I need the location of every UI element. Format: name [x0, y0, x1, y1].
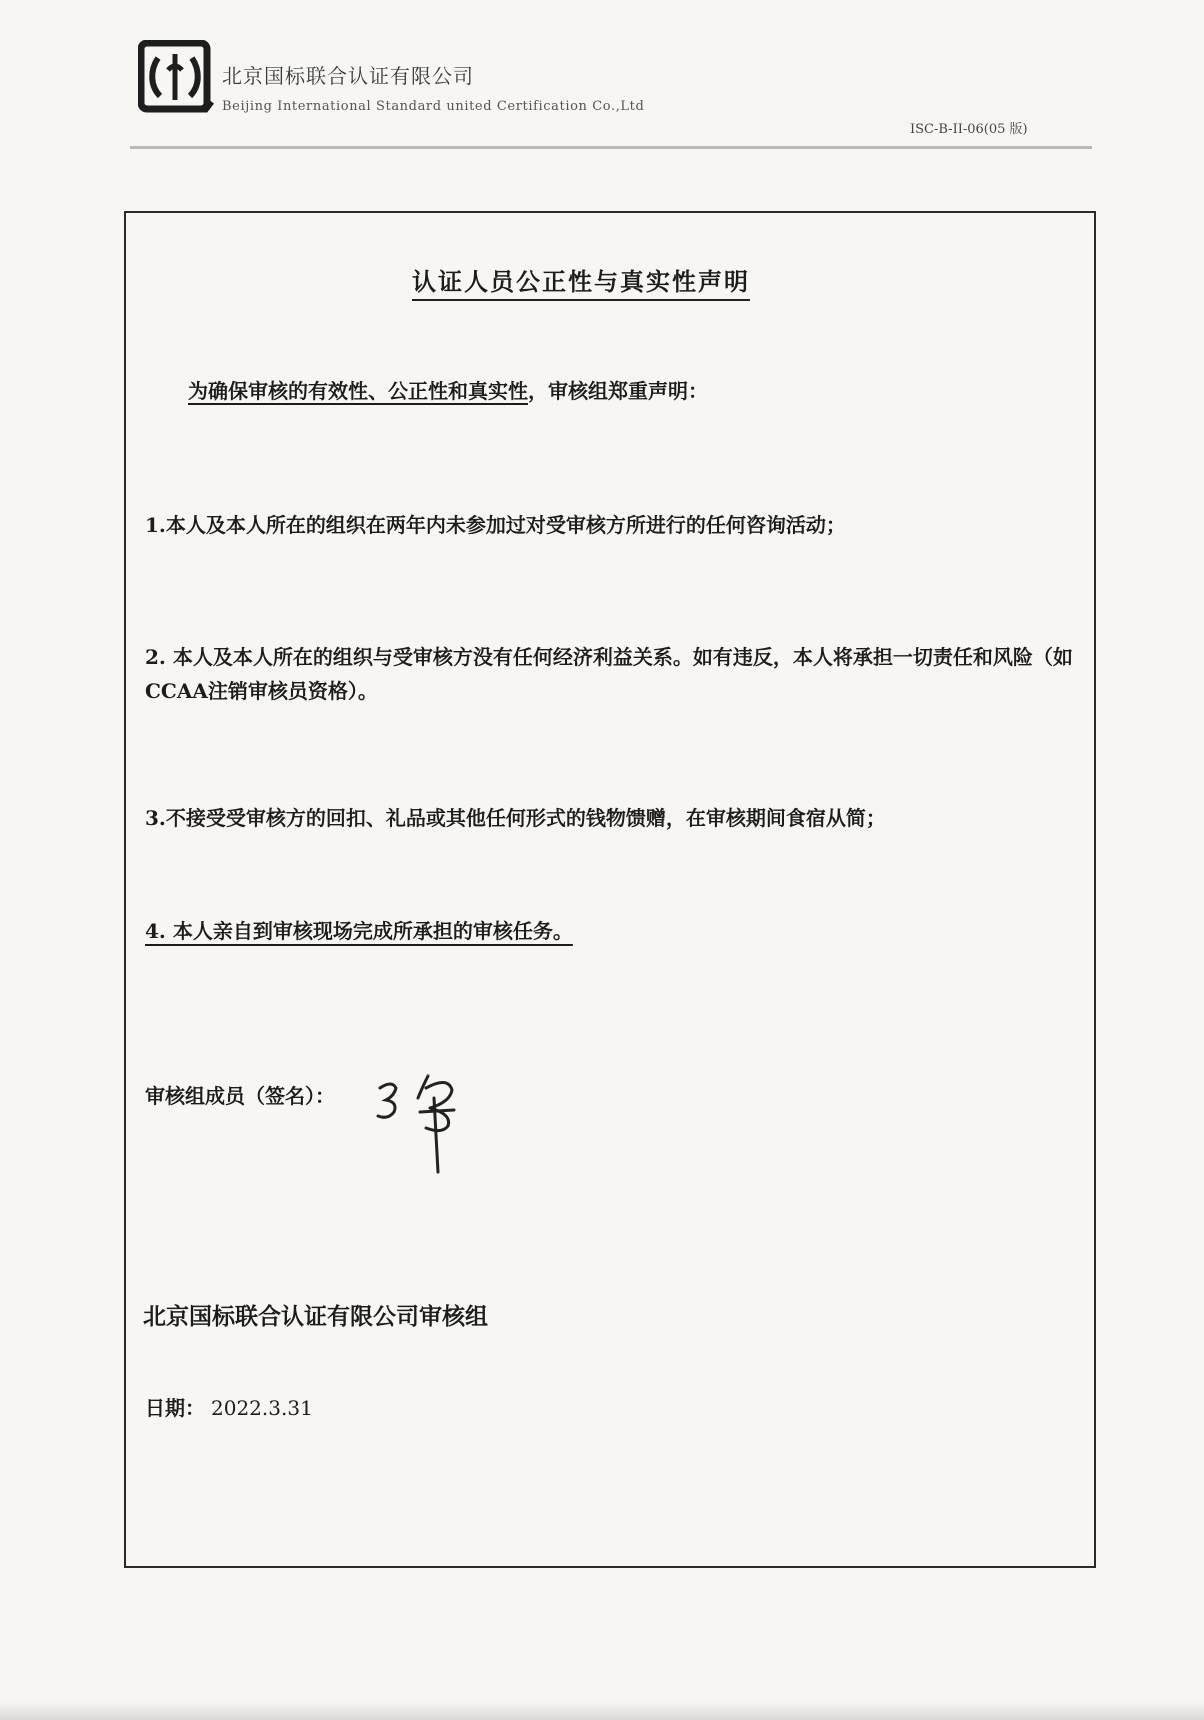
- clause-2: 2. 本人及本人所在的组织与受审核方没有任何经济利益关系。如有违反，本人将承担一切责任和风险（如CCAA注销审核员资格）。: [145, 645, 1073, 703]
- signature-label: 审核组成员（签名）：: [145, 1084, 335, 1108]
- document-title: 认证人员公正性与真实性声明: [412, 262, 750, 301]
- scan-edge-shadow: [0, 1702, 1204, 1720]
- intro-statement: [188, 375, 708, 404]
- intro-underlined-text: 为确保审核的有效性、公正性和真实性: [188, 379, 528, 403]
- handwritten-signature: [372, 1068, 492, 1178]
- audit-team-organization: 北京国标联合认证有限公司审核组: [143, 1303, 488, 1330]
- company-name-en: Beijing International Standard united Certification Co.,Ltd: [222, 99, 645, 114]
- clause-3: 3.不接受受审核方的回扣、礼品或其他任何形式的钱物馈赠，在审核期间食宿从简；: [145, 806, 886, 830]
- company-logo-icon: [138, 40, 214, 118]
- date-label: 日期：: [145, 1396, 205, 1420]
- date-value: 2022.3.31: [211, 1396, 313, 1420]
- header-divider: [130, 146, 1092, 149]
- clause-4: 4. 本人亲自到审核现场完成所承担的审核任务。: [145, 919, 573, 943]
- date-line: [145, 1392, 313, 1421]
- intro-rest-text: ，审核组郑重声明：: [528, 379, 708, 403]
- document-frame: [124, 211, 1096, 1568]
- company-name-cn: 北京国标联合认证有限公司: [222, 64, 474, 88]
- form-code: ISC-B-II-06(05 版): [910, 122, 1028, 137]
- clause-1: 1.本人及本人所在的组织在两年内未参加过对受审核方所进行的任何咨询活动；: [145, 513, 846, 537]
